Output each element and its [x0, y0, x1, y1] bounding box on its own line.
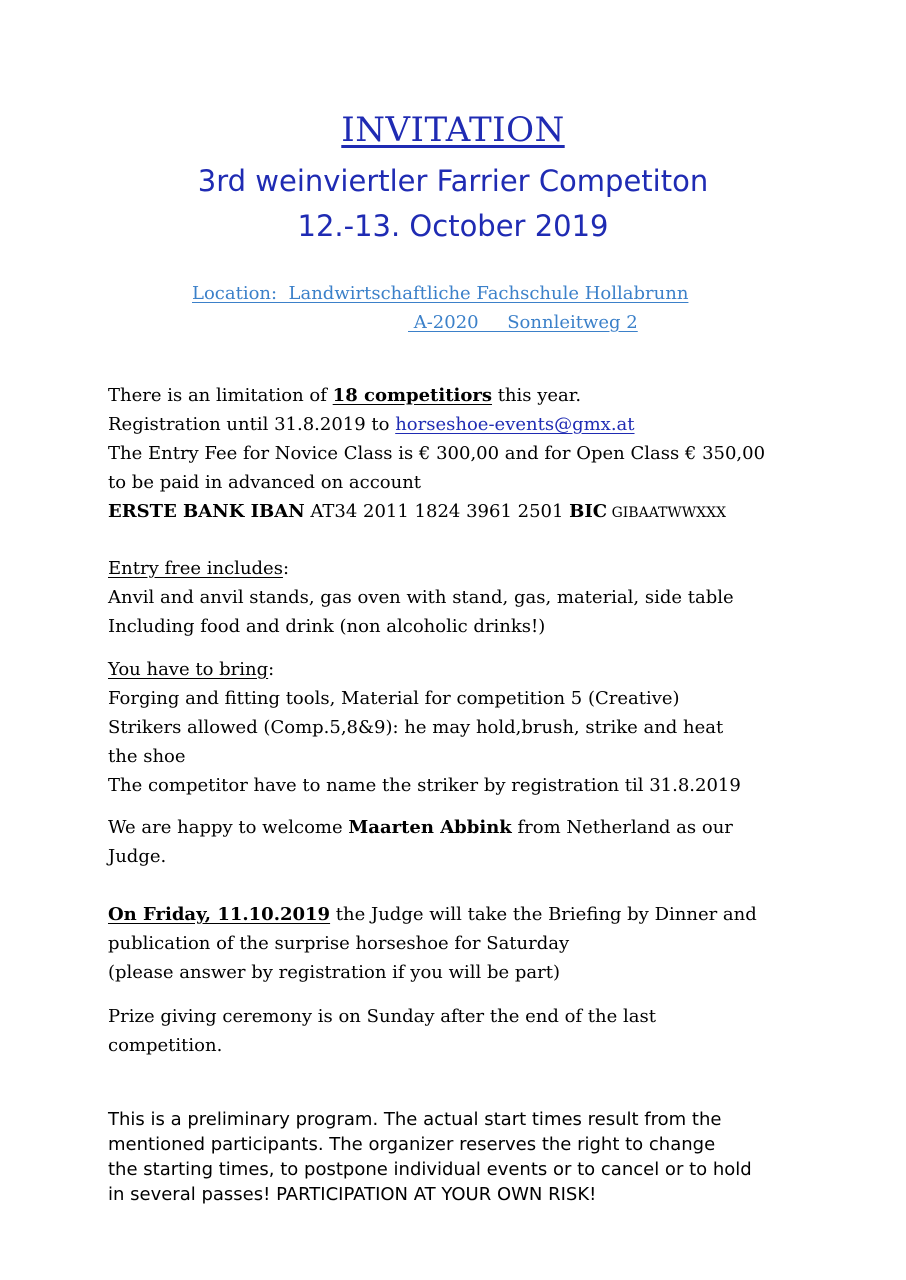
bring-colon: : — [268, 659, 275, 680]
includes-section — [108, 554, 808, 641]
bring-section — [108, 655, 808, 800]
registration-line — [108, 410, 808, 439]
event-name: 3rd weinviertler Farrier Competiton — [197, 164, 709, 198]
disclaimer-section — [108, 1107, 828, 1207]
disclaimer-line-2: mentioned participants. The organizer reserves the right to change — [108, 1134, 716, 1155]
disclaimer-line-3: the starting times, to postpone individual events or to cancel or to hold — [108, 1159, 752, 1180]
prize-line-1: Prize giving ceremony is on Sunday after the end of the last — [108, 1006, 656, 1027]
event-date: 12.-13. October 2019 — [297, 209, 609, 243]
registration-until: Registration until 31.8.2019 to — [108, 414, 396, 435]
limit-line — [108, 381, 808, 410]
bic-label: BIC — [569, 501, 608, 522]
email-link[interactable]: horseshoe-events@gmx.at — [395, 414, 635, 435]
includes-heading-line — [108, 554, 808, 583]
bring-heading: You have to bring — [108, 659, 269, 680]
location-line-2[interactable]: A-2020 Sonnleitweg 2 — [408, 312, 638, 333]
location-line-1[interactable]: Location: Landwirtschaftliche Fachschule Hollabrunn — [192, 283, 689, 304]
bring-line-4: The competitor have to name the striker by registration til 31.8.2019 — [108, 775, 741, 796]
bring-heading-line — [108, 655, 808, 684]
includes-line-1: Anvil and anvil stands, gas oven with stand, gas, material, side table — [108, 587, 734, 608]
friday-line-3: (please answer by registration if you will be part) — [108, 962, 561, 983]
bring-line-1: Forging and fitting tools, Material for competition 5 (Creative) — [108, 688, 680, 709]
registration-section — [108, 381, 808, 528]
paid-line: to be paid in advanced on account — [108, 472, 422, 493]
friday-section — [108, 900, 808, 987]
friday-line-2: publication of the surprise horseshoe for Saturday — [108, 933, 570, 954]
disclaimer-line-1: This is a preliminary program. The actual start times result from the — [108, 1109, 722, 1130]
friday-line-1 — [108, 900, 808, 929]
fee-line: The Entry Fee for Novice Class is € 300,00 and for Open Class € 350,00 — [108, 443, 766, 464]
disclaimer-line-4: in several passes! PARTICIPATION AT YOUR OWN RISK! — [108, 1184, 597, 1205]
limit-suffix: this year. — [491, 385, 582, 406]
iban-value: AT34 2011 1824 3961 2501 — [304, 501, 570, 522]
includes-line-2: Including food and drink (non alcoholic drinks!) — [108, 616, 546, 637]
judge-line-1 — [108, 813, 808, 842]
limit-count: 18 competitiors — [332, 385, 492, 406]
bic-value: GIBAATWWXXX — [607, 505, 727, 521]
judge-name: Maarten Abbink — [348, 817, 512, 838]
bank-label: ERSTE BANK IBAN — [108, 501, 305, 522]
judge-section — [108, 813, 808, 871]
limit-prefix: There is an limitation of — [108, 385, 333, 406]
friday-text: the Judge will take the Briefing by Dinner and — [330, 904, 757, 925]
judge-prefix: We are happy to welcome — [108, 817, 349, 838]
bank-line — [108, 497, 808, 528]
bring-line-3: the shoe — [108, 746, 186, 767]
includes-colon: : — [282, 558, 290, 579]
bring-line-2: Strikers allowed (Comp.5,8&9): he may hold,brush, strike and heat — [108, 717, 724, 738]
page-title: INVITATION — [341, 110, 565, 150]
includes-heading: Entry free includes — [108, 558, 283, 579]
friday-date: On Friday, 11.10.2019 — [108, 904, 331, 925]
judge-suffix: from Netherland as our — [511, 817, 733, 838]
prize-line-2: competition. — [108, 1035, 223, 1056]
prize-section — [108, 1002, 808, 1060]
judge-line-2: Judge. — [108, 846, 167, 867]
